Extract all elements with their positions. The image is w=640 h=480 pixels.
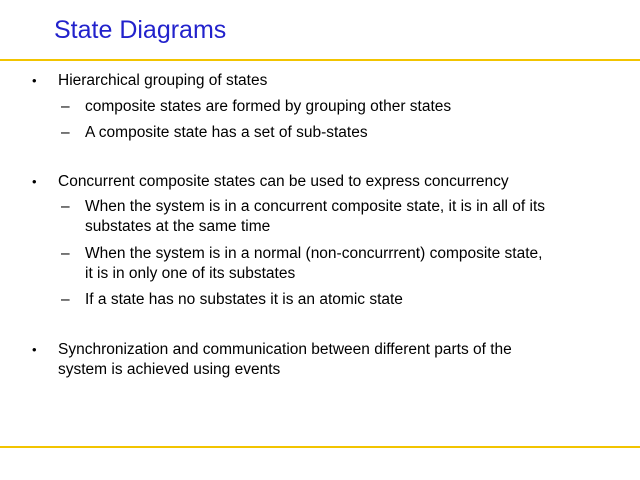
bullet-marker: •	[32, 73, 37, 88]
sub-bullet-text: A composite state has a set of sub-states	[85, 124, 368, 141]
bullet-marker: •	[32, 174, 37, 189]
sub-bullet-text: If a state has no substates it is an atomic state	[85, 291, 403, 308]
sub-bullet-marker: –	[61, 124, 70, 141]
bottom-divider	[0, 446, 640, 448]
sub-bullet-marker: –	[61, 291, 70, 308]
bullet-text: Hierarchical grouping of states	[58, 72, 268, 89]
sub-bullet-text: When the system is in a normal (non-concurrrent) composite state, it is in only one of its substates	[85, 245, 543, 282]
bullet-text: Synchronization and communication between different parts of the system is achieved using events	[58, 341, 512, 378]
sub-bullet-marker: –	[61, 198, 70, 215]
sub-bullet-marker: –	[61, 98, 70, 115]
bullet-marker: •	[32, 342, 37, 357]
slide-title: State Diagrams	[54, 16, 227, 44]
sub-bullet-marker: –	[61, 245, 70, 262]
sub-bullet-text: When the system is in a concurrent composite state, it is in all of its substates at the same time	[85, 198, 546, 235]
bullet-text: Concurrent composite states can be used to express concurrency	[58, 173, 509, 190]
sub-bullet-text: composite states are formed by grouping other states	[85, 98, 452, 115]
